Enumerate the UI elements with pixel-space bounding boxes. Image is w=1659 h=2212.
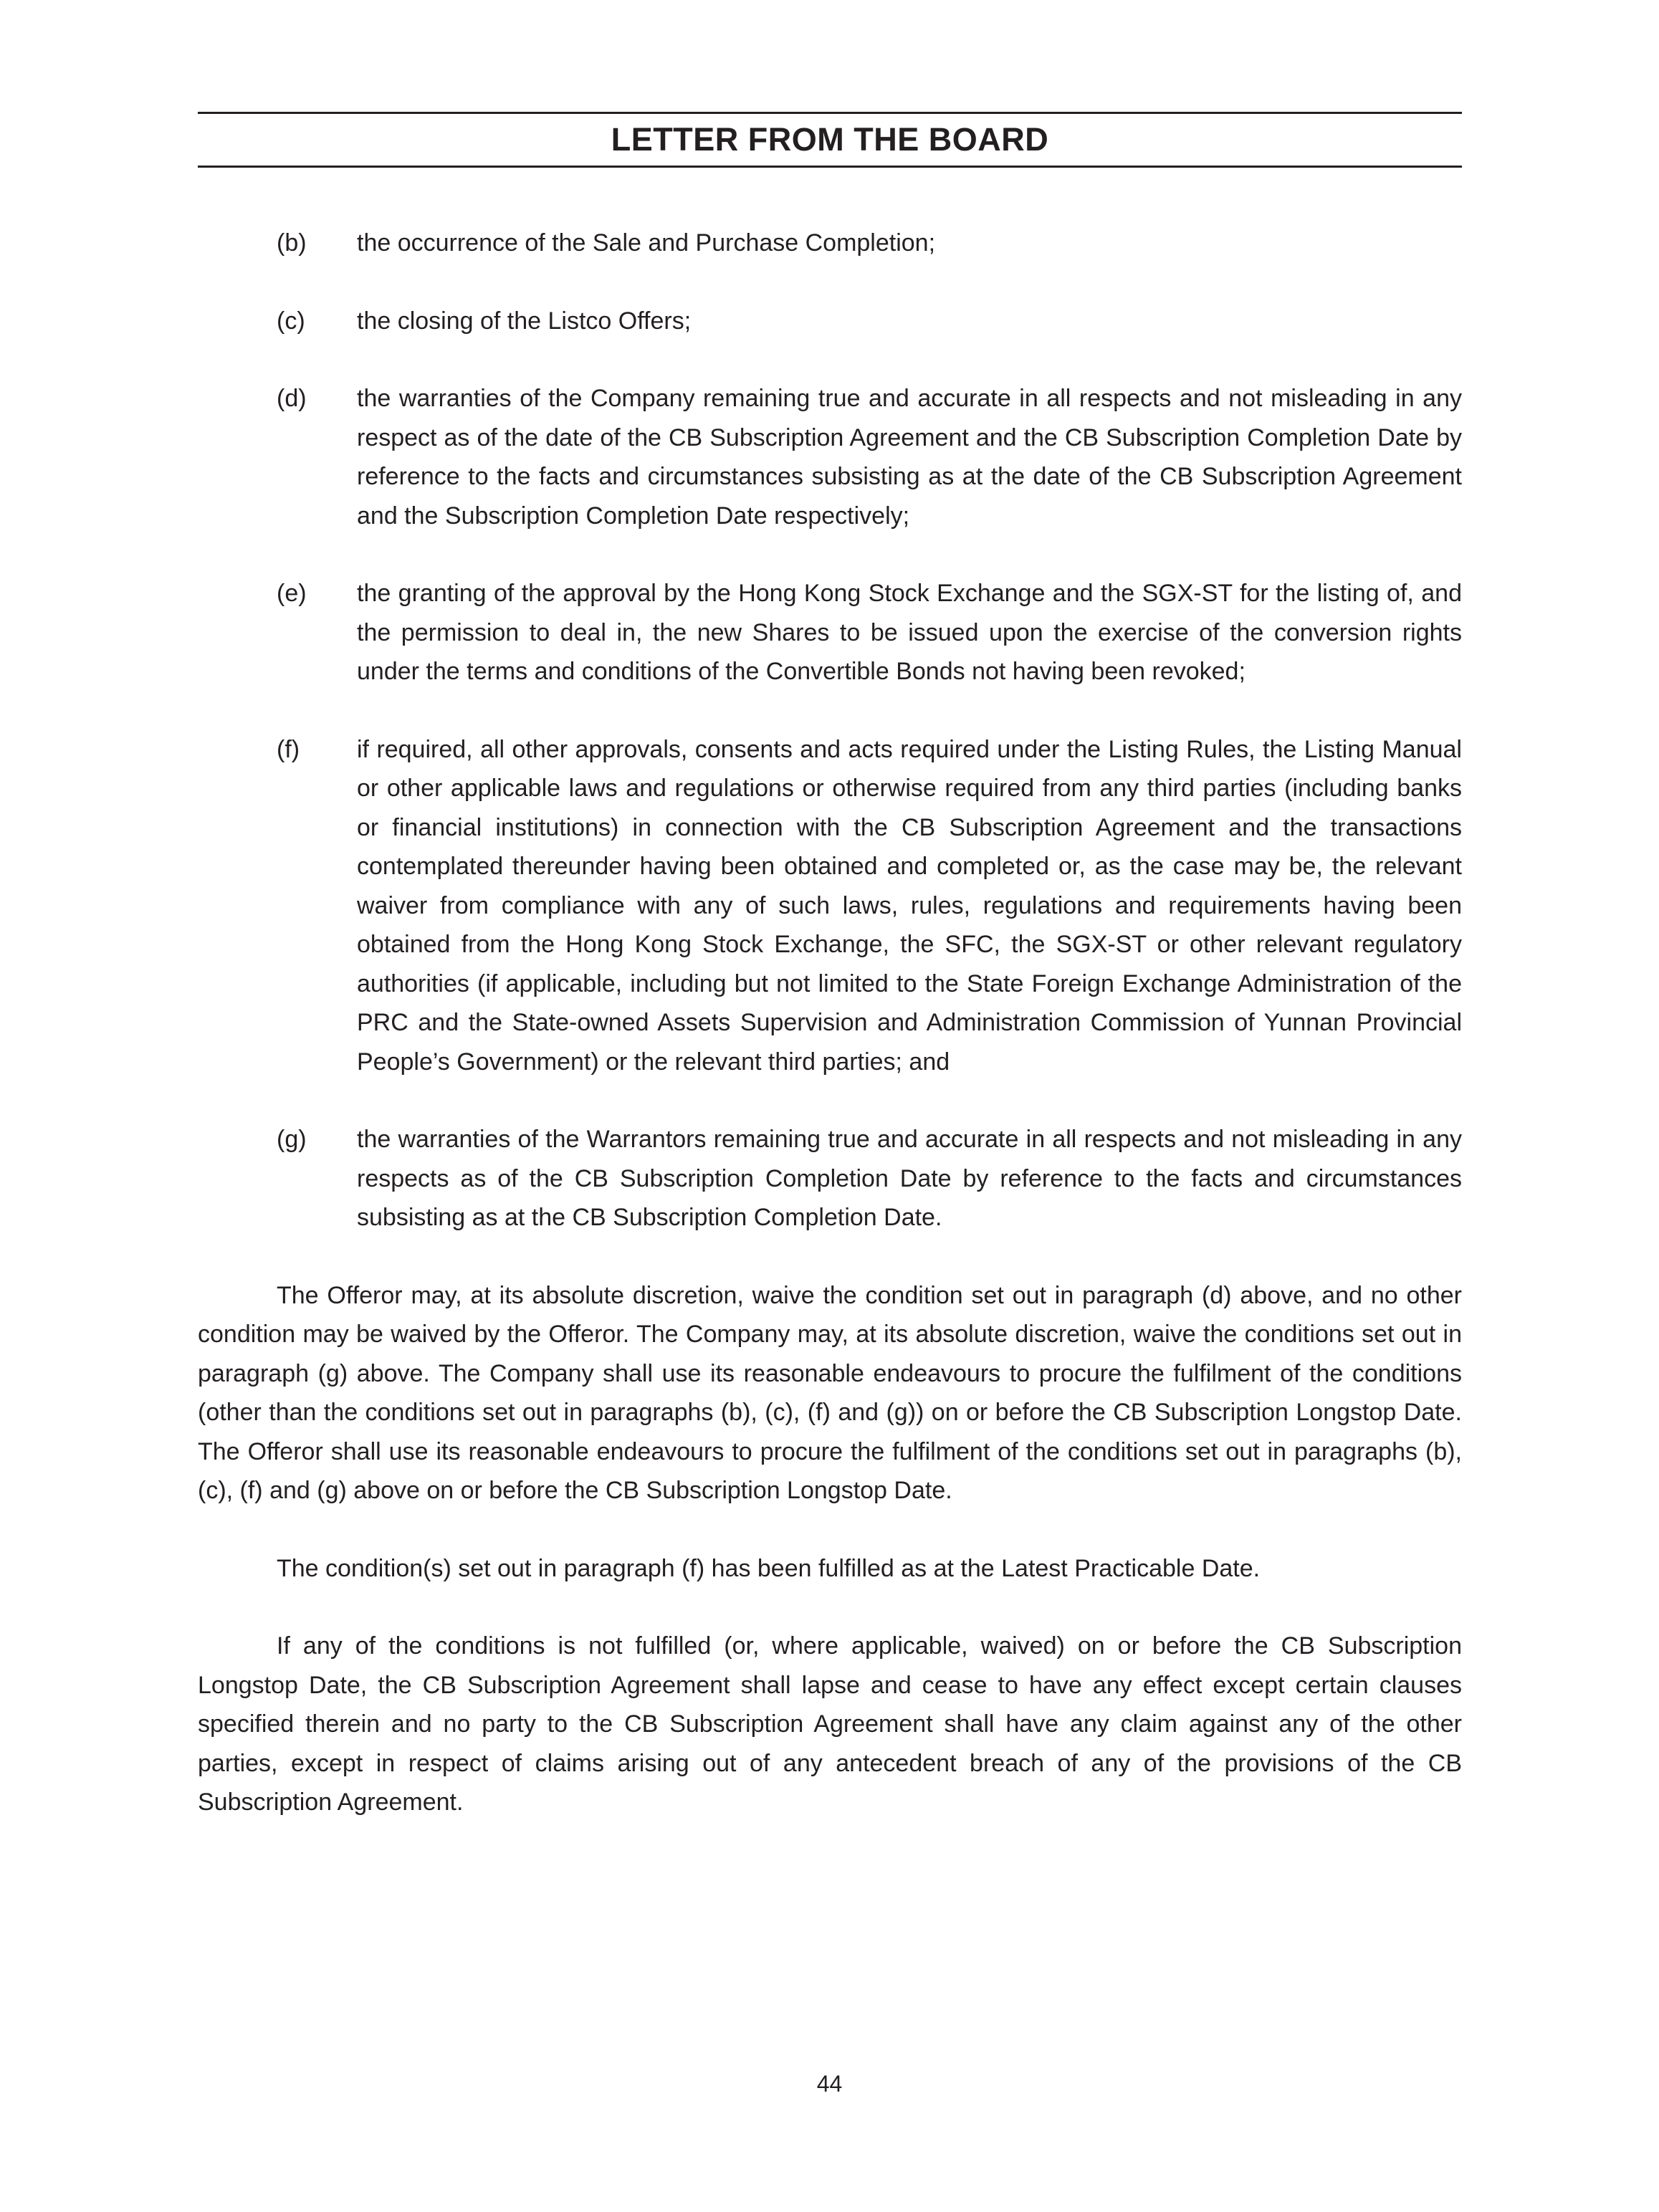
condition-label: (d) (277, 385, 307, 412)
condition-text: the closing of the Listco Offers; (357, 307, 692, 335)
condition-label: (c) (277, 307, 305, 335)
condition-text: the warranties of the Warrantors remaining true and accurate in all respects and not misleading in any respects as of the CB Subscription Completion Date by reference to the facts and circumstances subsisting as at the CB Subscription Completion Date. (357, 1126, 1462, 1231)
body-paragraph: The condition(s) set out in paragraph (f) has been fulfilled as at the Latest Practicable Date. (277, 1554, 1261, 1582)
page-number: 44 (816, 2071, 843, 2097)
condition-item-f (198, 730, 1462, 1082)
condition-item-c (198, 302, 1462, 341)
body-paragraph: If any of the conditions is not fulfilled (or, where applicable, waived) on or before the CB Subscription Longstop Date, the CB Subscription Agreement shall lapse and cease to have any effect except certain clauses specified therein and no party to the CB Subscription Agreement shall have any claim against any of the other parties, except in respect of claims arising out of any antecedent breach of any of the provisions of the CB Subscription Agreement. (198, 1632, 1462, 1816)
condition-label: (b) (277, 229, 307, 257)
header-title: LETTER FROM THE BOARD (611, 121, 1049, 158)
condition-text: the occurrence of the Sale and Purchase Completion; (357, 229, 936, 257)
condition-text: the warranties of the Company remaining true and accurate in all respects and not misleading in any respect as of the date of the CB Subscription Agreement and the CB Subscription Completion Date by reference to the facts and circumstances subsisting as at the date of the CB Subscription Agreement and the Subscription Completion Date respectively; (357, 385, 1462, 530)
condition-item-b (198, 224, 1462, 263)
condition-item-g (198, 1120, 1462, 1237)
condition-text: if required, all other approvals, consents and acts required under the Listing Rules, the Listing Manual or other applicable laws and regulations or otherwise required from any third parties (including banks or financial institutions) in connection with the CB Subscription Agreement and the transactions contemplated thereunder having been obtained and completed or, as the case may be, the relevant waiver from compliance with any of such laws, rules, regulations and requirements having been obtained from the Hong Kong Stock Exchange, the SFC, the SGX-ST or other relevant regulatory authorities (if applicable, including but not limited to the State Foreign Exchange Administration of the PRC and the State-owned Assets Supervision and Administration Commission of Yunnan Provincial People’s Government) or the relevant third parties; and (357, 735, 1462, 1076)
condition-item-d (198, 379, 1462, 535)
condition-label: (g) (277, 1126, 307, 1153)
body-paragraph: The Offeror may, at its absolute discretion, waive the condition set out in paragraph (d) above, and no other condition may be waived by the Offeror. The Company may, at its absolute discretion, waive the conditions set out in paragraph (g) above. The Company shall use its reasonable endeavours to procure the fulfilment of the conditions (other than the conditions set out in paragraphs (b), (c), (f) and (g)) on or before the CB Subscription Longstop Date. The Offeror shall use its reasonable endeavours to procure the fulfilment of the conditions set out in paragraphs (b), (c), (f) and (g) above on or before the CB Subscription Longstop Date. (198, 1281, 1462, 1504)
condition-label: (f) (277, 735, 300, 763)
condition-item-e (198, 574, 1462, 691)
condition-label: (e) (277, 580, 307, 607)
page-header (198, 112, 1462, 168)
document-body (198, 224, 1462, 1861)
condition-text: the granting of the approval by the Hong Kong Stock Exchange and the SGX-ST for the listing of, and the permission to deal in, the new Shares to be issued upon the exercise of the conversion rights under the terms and conditions of the Convertible Bonds not having been revoked; (357, 580, 1462, 685)
